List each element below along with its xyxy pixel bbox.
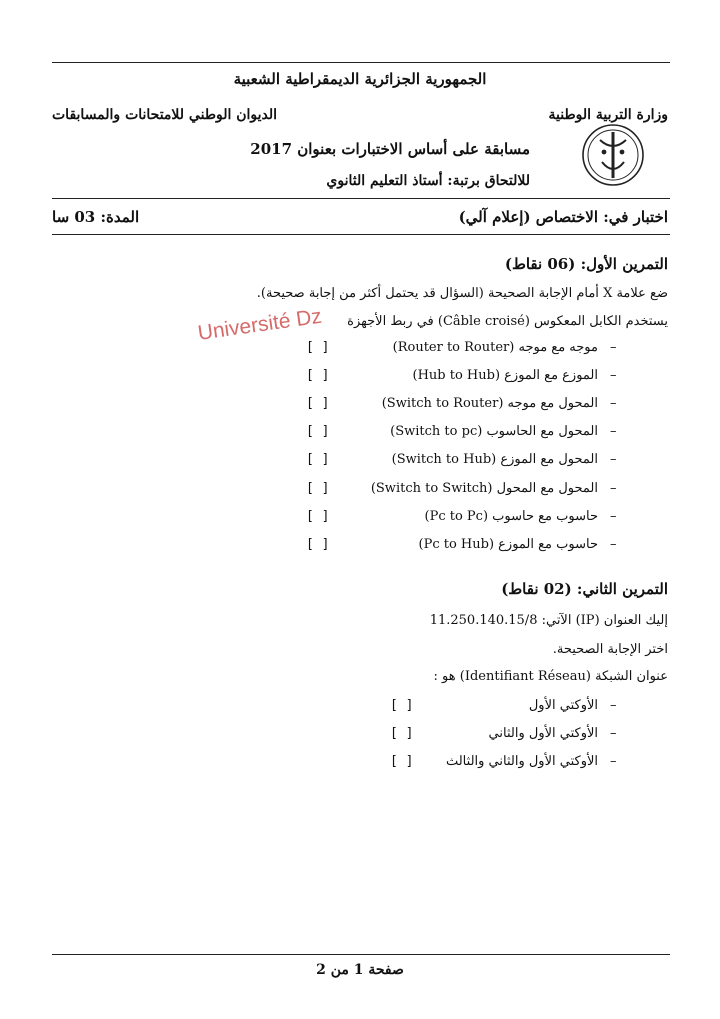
- answer-checkbox[interactable]: [ ]: [306, 340, 330, 355]
- option-text: حاسوب مع حاسوب (Pc to Pc): [424, 509, 598, 524]
- exercise2-given: إليك العنوان (IP) الآتي: 11.250.140.15/8: [429, 613, 668, 628]
- option-dash: –: [610, 754, 617, 769]
- option-dash: –: [610, 481, 617, 496]
- option-text: حاسوب مع الموزع (Pc to Hub): [418, 537, 598, 552]
- answer-checkbox[interactable]: [ ]: [390, 754, 414, 769]
- exercise2-instruction: اختر الإجابة الصحيحة.: [552, 642, 668, 657]
- option-text: الأوكتي الأول والثاني والثالث: [445, 754, 598, 769]
- footer-rule: [52, 954, 670, 955]
- exercise1-question: يستخدم الكابل المعكوس (Câble croisé) في ربط الأجهزة: [347, 314, 668, 329]
- option-text: المحول مع الحاسوب (Switch to pc): [390, 424, 598, 439]
- answer-checkbox[interactable]: [ ]: [306, 537, 330, 552]
- answer-checkbox[interactable]: [ ]: [306, 509, 330, 524]
- option-dash: –: [610, 368, 617, 383]
- option-text: المحول مع المحول (Switch to Switch): [370, 481, 598, 496]
- watermark: Université Dz: [196, 304, 324, 345]
- option-text: موجه مع موجه (Router to Router): [392, 340, 598, 355]
- option-dash: –: [610, 424, 617, 439]
- exam-subject: اختبار في: الاختصاص (إعلام آلي): [458, 208, 668, 226]
- option-text: الأوكتي الأول والثاني: [488, 726, 598, 741]
- answer-checkbox[interactable]: [ ]: [306, 396, 330, 411]
- option-text: الأوكتي الأول: [528, 698, 598, 713]
- office-name: الديوان الوطني للامتحانات والمسابقات: [52, 107, 278, 123]
- header-rule: [52, 198, 670, 199]
- option-dash: –: [610, 726, 617, 741]
- ministry-name: وزارة التربية الوطنية: [548, 107, 668, 123]
- option-text: المحول مع موجه (Switch to Router): [381, 396, 598, 411]
- option-dash: –: [610, 396, 617, 411]
- option-dash: –: [610, 509, 617, 524]
- option-text: المحول مع الموزع (Switch to Hub): [391, 452, 598, 467]
- exam-duration: المدة: 03 سا: [52, 208, 140, 226]
- ministry-logo-icon: [580, 122, 646, 188]
- exercise2-title: التمرين الثاني: (02 نقاط): [501, 580, 668, 598]
- subject-rule: [52, 234, 670, 235]
- exercise1-instruction: ضع علامة X أمام الإجابة الصحيحة (السؤال قد يحتمل أكثر من إجابة صحيحة).: [256, 286, 668, 301]
- option-text: الموزع مع الموزع (Hub to Hub): [412, 368, 598, 383]
- answer-checkbox[interactable]: [ ]: [306, 481, 330, 496]
- answer-checkbox[interactable]: [ ]: [306, 368, 330, 383]
- option-dash: –: [610, 537, 617, 552]
- exercise2-question: عنوان الشبكة (Identifiant Réseau) هو :: [433, 669, 668, 684]
- option-dash: –: [610, 340, 617, 355]
- option-dash: –: [610, 698, 617, 713]
- page-number: صفحة 1 من 2: [316, 962, 404, 978]
- answer-checkbox[interactable]: [ ]: [306, 452, 330, 467]
- contest-title: مسابقة على أساس الاختبارات بعنوان 2017: [250, 140, 530, 158]
- answer-checkbox[interactable]: [ ]: [390, 698, 414, 713]
- answer-checkbox[interactable]: [ ]: [390, 726, 414, 741]
- option-dash: –: [610, 452, 617, 467]
- exercise1-title: التمرين الأول: (06 نقاط): [504, 255, 668, 273]
- republic-title: الجمهورية الجزائرية الديمقراطية الشعبية: [233, 70, 487, 88]
- top-rule: [52, 62, 670, 63]
- answer-checkbox[interactable]: [ ]: [306, 424, 330, 439]
- grade-title: للالتحاق برتبة: أستاذ التعليم الثانوي: [326, 173, 530, 189]
